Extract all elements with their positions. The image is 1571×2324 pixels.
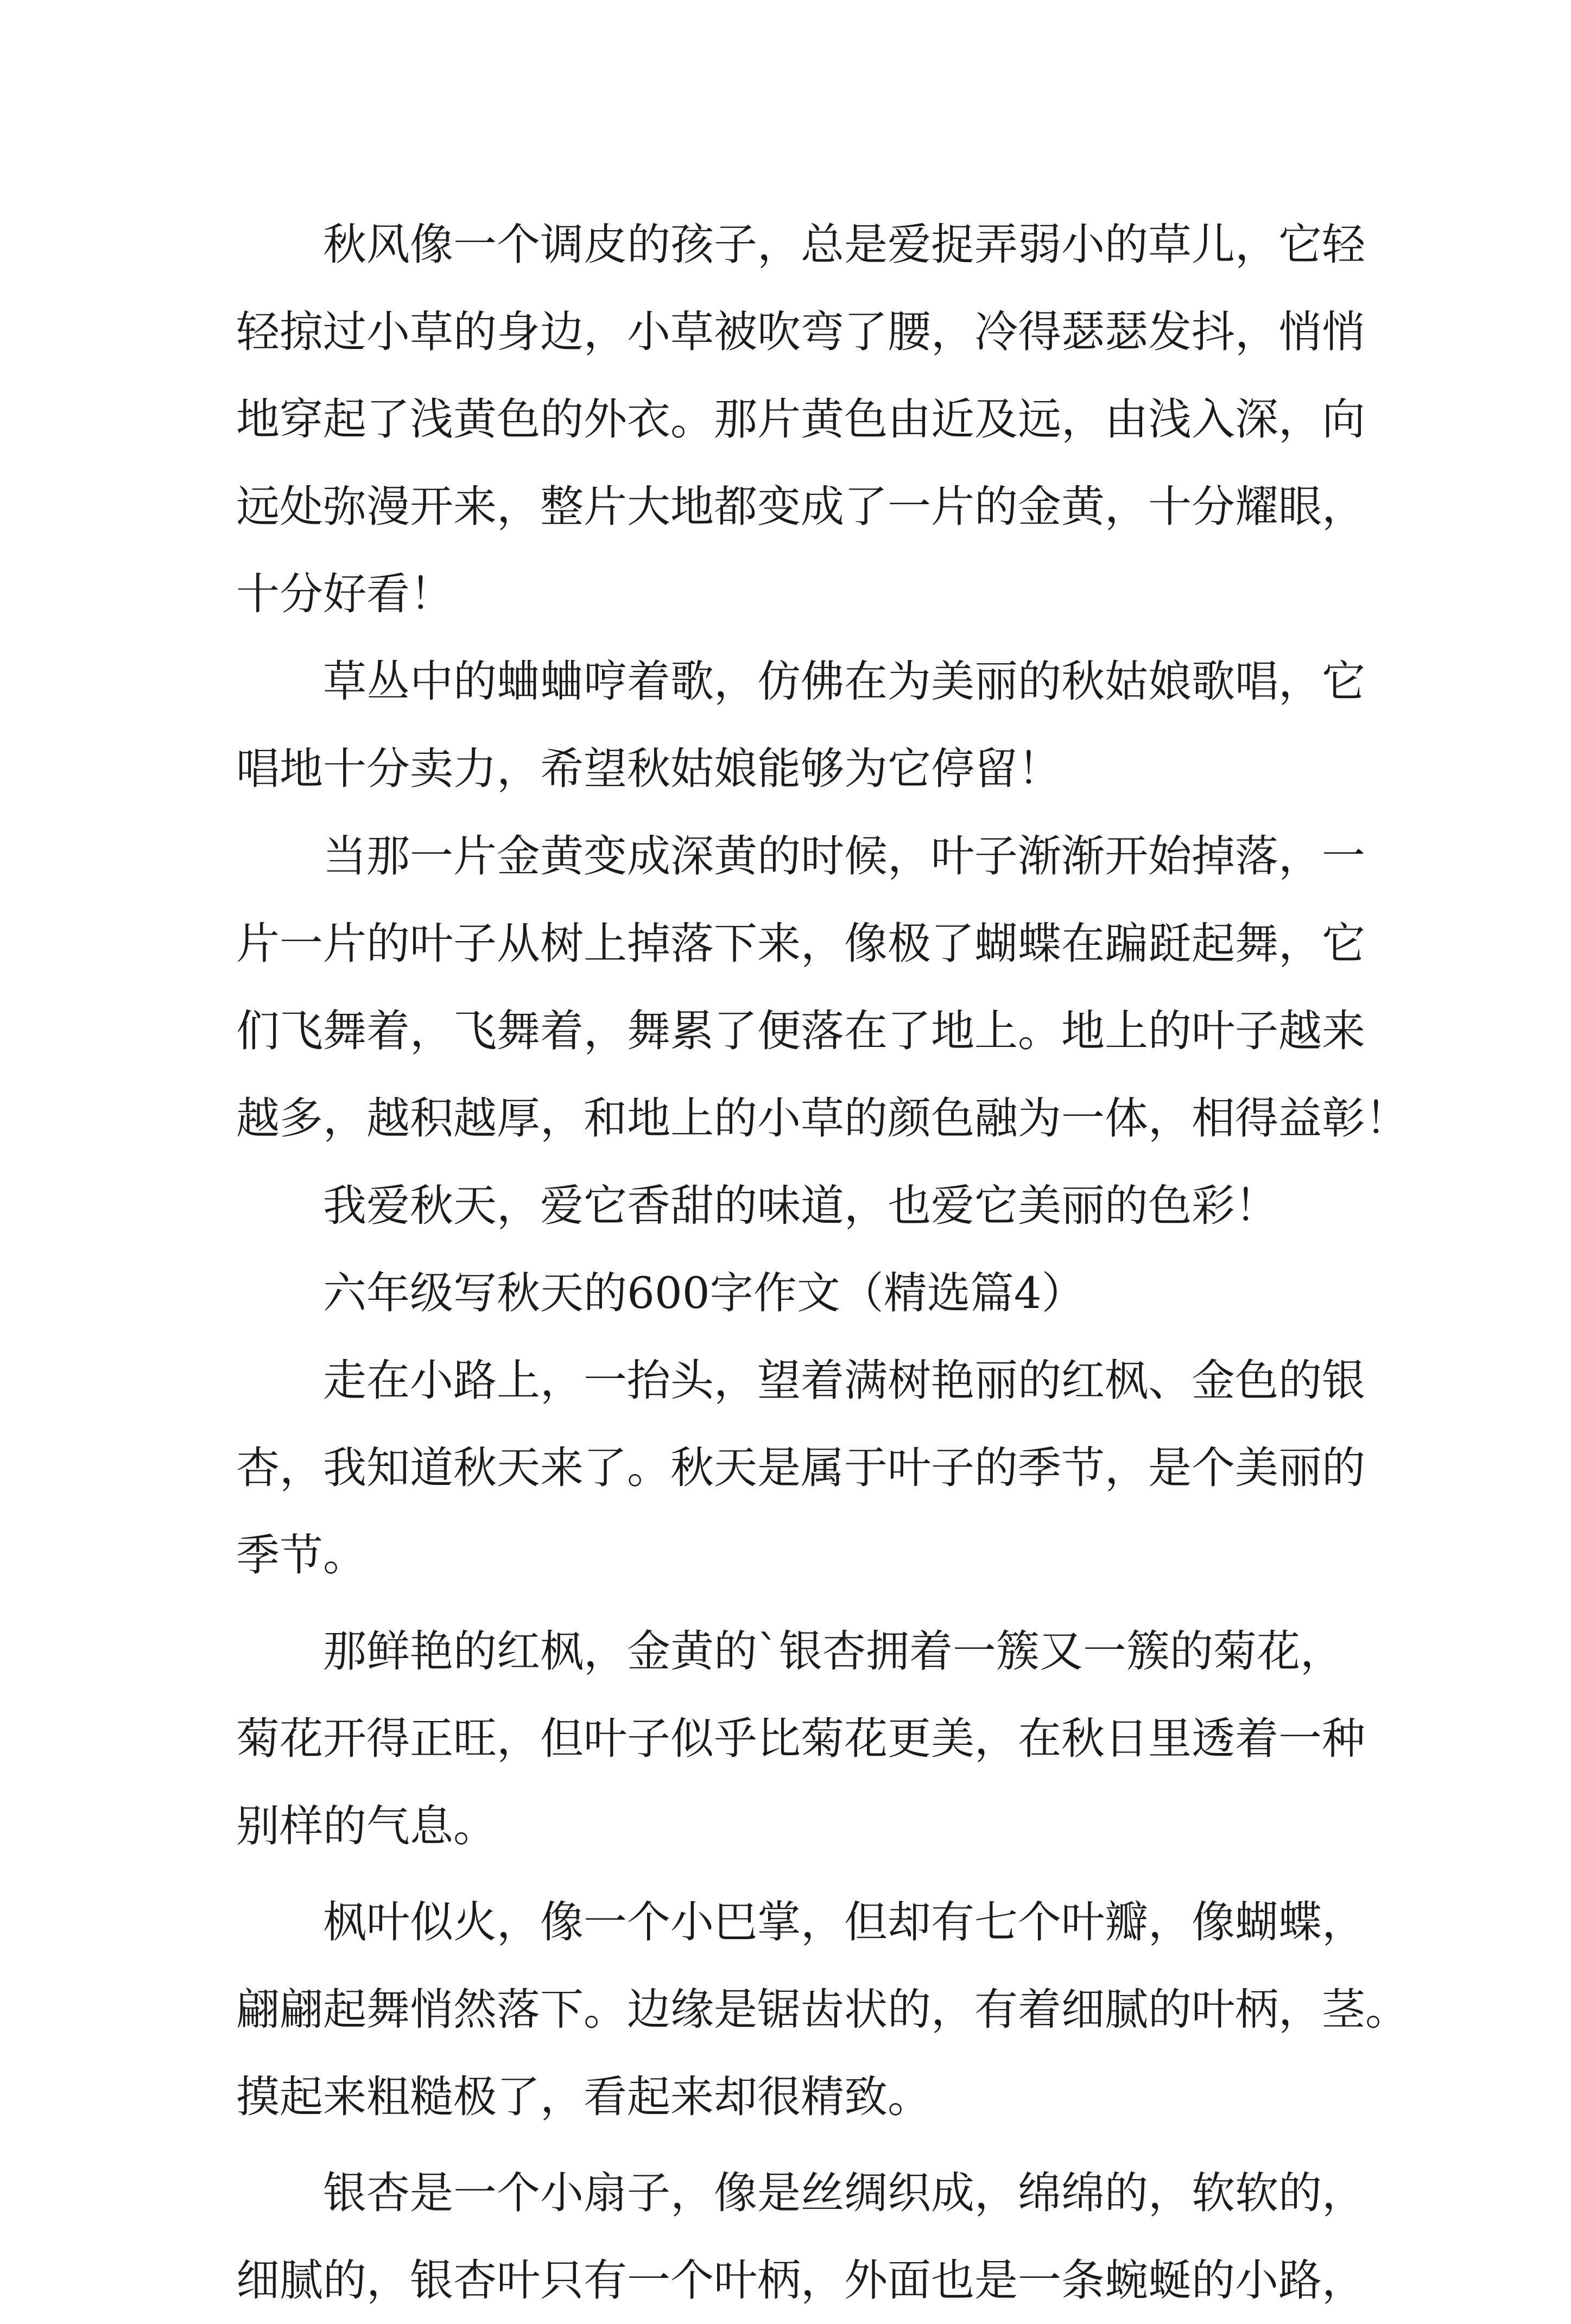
spacer (236, 1599, 1344, 1608)
paragraph-love-autumn (236, 1162, 1344, 1249)
text-line: 草丛中的蛐蛐哼着歌，仿佛在为美丽的秋姑娘歌唱，它 (236, 656, 1365, 707)
text-line: 地穿起了浅黄色的外衣。那片黄色由近及远，由浅入深，向 (236, 394, 1365, 445)
spacer (236, 1870, 1344, 1878)
text-line: 别样的气息。 (236, 1801, 497, 1851)
paragraph-falling-leaves (236, 812, 1409, 1162)
paragraph-autumn-wind (236, 201, 1365, 638)
text-line: 走在小路上，一抬头，望着满树艳丽的红枫、金色的银 (236, 1355, 1365, 1406)
spacer (236, 2141, 1344, 2149)
text-line: 当那一片金黄变成深黄的时候，叶子渐渐开始掉落，一 (236, 831, 1365, 881)
essay-body (236, 201, 1409, 2324)
text-line: 季节。 (236, 1530, 366, 1580)
text-line: 那鲜艳的红枫，金黄的`银杏拥着一簇又一簇的菊花， (236, 1626, 1344, 1677)
text-line: 十分好看！ (236, 569, 453, 619)
text-line: 杏，我知道秋天来了。秋天是属于叶子的季节，是个美丽的 (236, 1443, 1365, 1493)
text-line: 们飞舞着，飞舞着，舞累了便落在了地上。地上的叶子越来 (236, 1006, 1365, 1056)
text-line: 菊花开得正旺，但叶子似乎比菊花更美，在秋日里透着一种 (236, 1713, 1365, 1764)
text-line: 我爱秋天，爱它香甜的味道，也爱它美丽的色彩！ (236, 1180, 1278, 1231)
paragraph-maple-ginkgo (236, 1608, 1365, 1870)
paragraph-ginkgo-leaf (236, 2149, 1365, 2324)
text-line: 唱地十分卖力，希望秋姑娘能够为它停留！ (236, 744, 1061, 794)
text-line: 越多，越积越厚，和地上的小草的颜色融为一体，相得益彰！ (236, 1093, 1409, 1144)
text-line: 银杏是一个小扇子，像是丝绸织成，绵绵的，软软的， (236, 2168, 1365, 2218)
section-heading (236, 1249, 1344, 1337)
text-line: 翩翩起舞悄然落下。边缘是锯齿状的，有着细腻的叶柄，茎。 (236, 1984, 1409, 2035)
text-line: 细腻的，银杏叶只有一个叶柄，外面也是一条蜿蜒的小路， (236, 2255, 1365, 2306)
text-line: 远处弥漫开来，整片大地都变成了一片的金黄，十分耀眼， (236, 481, 1365, 532)
paragraph-maple-leaf (236, 1878, 1409, 2141)
text-line: 摸起来粗糙极了，看起来却很精致。 (236, 2072, 931, 2122)
text-line: 片一片的叶子从树上掉落下来，像极了蝴蝶在蹁跹起舞，它 (236, 918, 1365, 969)
text-line: 秋风像一个调皮的孩子，总是爱捉弄弱小的草儿，它轻 (236, 219, 1365, 270)
paragraph-walking (236, 1337, 1365, 1599)
paragraph-crickets (236, 638, 1365, 812)
text-line: 轻掠过小草的身边，小草被吹弯了腰，冷得瑟瑟发抖，悄悄 (236, 307, 1365, 357)
essay-title: 六年级写秋天的600字作文（精选篇4） (236, 1268, 1085, 1318)
text-line: 枫叶似火，像一个小巴掌，但却有七个叶瓣，像蝴蝶， (236, 1897, 1365, 1947)
